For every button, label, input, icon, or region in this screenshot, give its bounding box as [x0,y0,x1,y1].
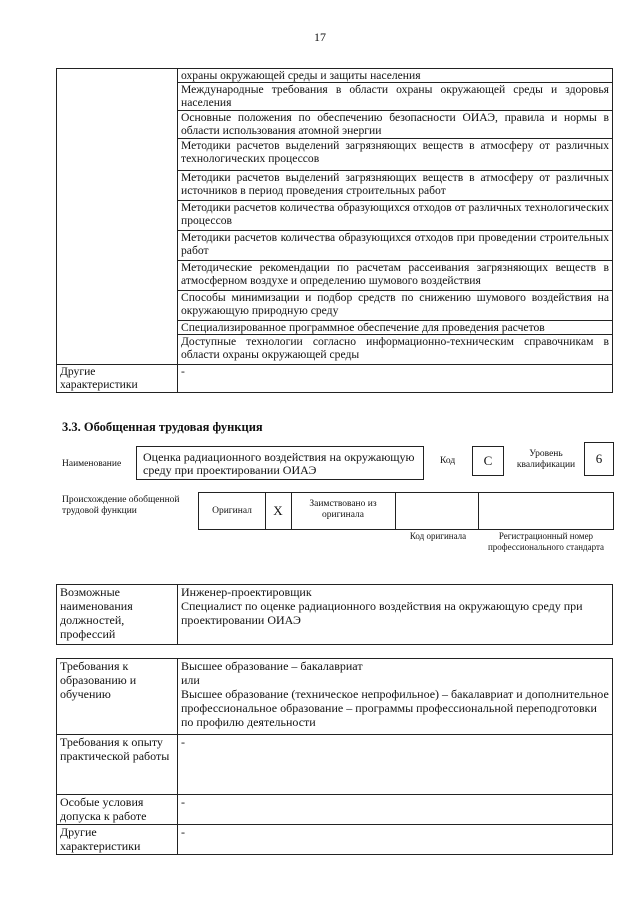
experience-label: Требования к опыту практической работы [57,735,178,795]
education-values [178,659,613,735]
knowledge-item: Методики расчетов выделений загрязняющих веществ в атмосферу от различных источников в период проведения строительных работ [178,171,613,201]
origin-row [198,492,614,530]
page-number: 17 [314,30,326,44]
positions-label: Возможные наименования должностей, профессий [57,585,178,645]
original-mark: X [265,493,292,529]
education-line: или [181,673,200,687]
knowledge-item: Способы минимизации и подбор средств по снижению шумового воздействия на окружающую природную среду [178,291,613,321]
knowledge-item: Методики расчетов выделений загрязняющих веществ в атмосферу от различных технологических процессов [178,139,613,171]
knowledge-item: Методики расчетов количества образующихся отходов при проведении строительных работ [178,231,613,261]
requirements-table [56,658,613,855]
level-label: Уровень квалификации [516,449,576,470]
code-label: Код [440,456,456,466]
position-item: Специалист по оценке радиационного воздействия на окружающую среду при проектировании ОИАЭ [181,599,583,627]
knowledge-item: Методические рекомендации по расчетам рассеивания загрязняющих веществ в атмосферном воздухе и определению шумового воздействия [178,261,613,291]
original-code-cell [395,493,479,529]
other-characteristics-label: Другие характеристики [57,825,178,855]
code-original-label: Код оригинала [409,531,467,541]
name-label: Наименование [62,459,122,469]
other-characteristics-label: Другие характеристики [57,365,178,393]
education-line: Высшее образование – бакалавриат [181,659,363,673]
knowledge-item: охраны окружающей среды и защиты населения [178,69,613,83]
other-characteristics-value: - [178,825,613,855]
knowledge-item: Основные положения по обеспечению безопасности ОИАЭ, правила и нормы в области использования атомной энергии [178,111,613,139]
function-name-box: Оценка радиационного воздействия на окружающую среду при проектировании ОИАЭ [136,446,424,480]
knowledge-table [56,68,613,393]
level-box: 6 [584,442,614,476]
knowledge-item: Доступные технологии согласно информационно-техническим справочникам в области охраны окружающей среды [178,335,613,365]
other-characteristics-value: - [178,365,613,393]
reg-number-label: Регистрационный номер профессионального стандарта [487,531,605,552]
knowledge-item: Специализированное программное обеспечение для проведения расчетов [178,321,613,335]
position-item: Инженер-проектировщик [181,585,312,599]
origin-label: Происхождение обобщенной трудовой функции [62,495,180,516]
borrowed-label: Заимствовано из оригинала [309,499,377,520]
experience-value: - [178,735,613,795]
education-line: Высшее образование (техническое непрофильное) – бакалавриат и дополнительное профессиональное образование – программы профессиональной переподготовки по профилю деятельности [181,687,609,729]
positions-values [178,585,613,645]
original-label: Оригинал [199,493,266,529]
section-title: 3.3. Обобщенная трудовая функция [62,420,263,434]
knowledge-item: Международные требования в области охраны окружающей среды и здоровья населения [178,83,613,111]
positions-table [56,584,613,645]
code-box: C [472,446,504,476]
knowledge-item: Методики расчетов количества образующихся отходов от различных технологических процессов [178,201,613,231]
education-label: Требования к образованию и обучению [57,659,178,735]
special-conditions-label: Особые условия допуска к работе [57,795,178,825]
special-conditions-value: - [178,795,613,825]
knowledge-label-cell [57,69,178,365]
